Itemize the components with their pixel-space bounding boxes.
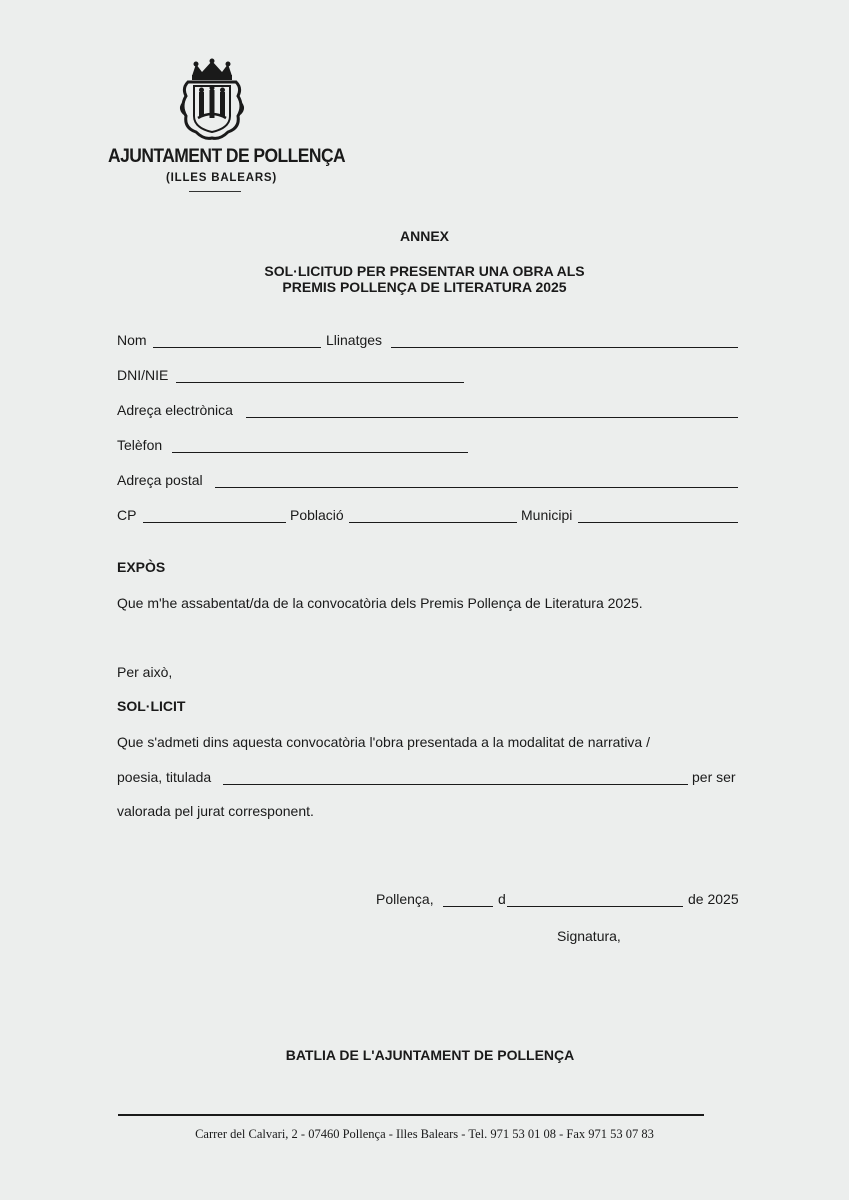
d-label: d — [498, 891, 506, 907]
year-label: de 2025 — [688, 891, 739, 907]
field-llinatges-line[interactable] — [391, 347, 738, 348]
expos-heading: EXPÒS — [117, 559, 166, 575]
document-title — [0, 263, 849, 295]
solicit-text-line-2b: per ser — [692, 769, 736, 785]
solicit-text-line-3: valorada pel jurat corresponent. — [117, 803, 314, 819]
field-email-line[interactable] — [246, 417, 738, 418]
field-month-line[interactable] — [507, 906, 683, 907]
title-line-1: SOL·LICITUD PER PRESENTAR UNA OBRA ALS — [264, 263, 585, 279]
field-poblacio-line[interactable] — [349, 522, 517, 523]
signature-label: Signatura, — [557, 928, 621, 944]
label-nom: Nom — [117, 332, 147, 348]
org-name: AJUNTAMENT DE POLLENÇA — [108, 146, 346, 167]
field-titol-line[interactable] — [223, 784, 688, 785]
footer-divider — [118, 1114, 704, 1116]
divider — [189, 191, 241, 192]
label-postal: Adreça postal — [117, 472, 203, 488]
label-telefon: Telèfon — [117, 437, 163, 453]
field-municipi-line[interactable] — [578, 522, 738, 523]
solicit-text-line-2a: poesia, titulada — [117, 769, 212, 785]
annex-heading: ANNEX — [399, 228, 449, 244]
place-label: Pollença, — [376, 891, 434, 907]
label-llinatges: Llinatges — [326, 332, 383, 348]
field-cp-line[interactable] — [143, 522, 286, 523]
field-day-line[interactable] — [443, 906, 493, 907]
expos-text: Que m'he assabentat/da de la convocatòria dels Premis Pollença de Literatura 2025. — [117, 595, 643, 611]
field-telefon-line[interactable] — [172, 452, 468, 453]
per-aixo-text: Per això, — [117, 664, 173, 680]
label-municipi: Municipi — [521, 507, 573, 523]
title-line-2: PREMIS POLLENÇA DE LITERATURA 2025 — [282, 279, 567, 295]
org-subtitle: (ILLES BALEARS) — [166, 172, 278, 184]
coat-of-arms-icon — [178, 58, 246, 142]
solicit-heading: SOL·LICIT — [117, 698, 186, 714]
addressee: BATLIA DE L'AJUNTAMENT DE POLLENÇA — [285, 1047, 575, 1063]
label-email: Adreça electrònica — [117, 402, 233, 418]
label-poblacio: Població — [290, 507, 344, 523]
field-postal-line[interactable] — [215, 487, 738, 488]
label-dni: DNI/NIE — [117, 367, 169, 383]
label-cp: CP — [117, 507, 137, 523]
field-dni-line[interactable] — [176, 382, 464, 383]
field-nom-line[interactable] — [153, 347, 321, 348]
solicit-text-line-1: Que s'admeti dins aquesta convocatòria l'obra presentada a la modalitat de narrativa / — [117, 734, 650, 750]
footer-address: Carrer del Calvari, 2 - 07460 Pollença - Illes Balears - Tel. 971 53 01 08 - Fax 971 53 07 83 — [195, 1127, 654, 1141]
